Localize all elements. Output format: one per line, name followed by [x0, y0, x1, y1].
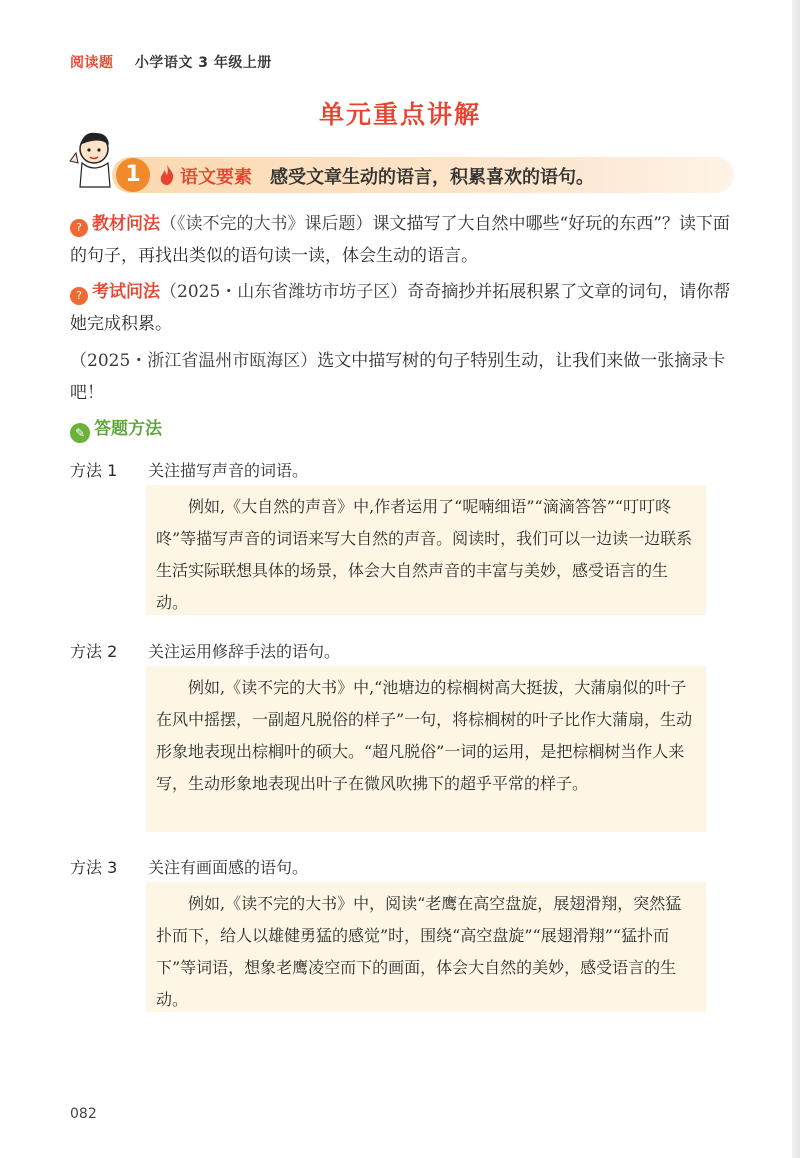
- question-label: 考试问法: [92, 282, 160, 302]
- element-text: 感受文章生动的语言，积累喜欢的语句。: [270, 167, 594, 188]
- answer-method-heading: [70, 414, 162, 443]
- question-text: 选文中描写树的句子特别生动，让我们来做一张摘录卡吧！: [70, 351, 726, 403]
- page-edge: [792, 0, 800, 1158]
- element-number-badge: 1: [116, 158, 150, 192]
- method-title: 关注有画面感的语句。: [148, 858, 309, 877]
- element-label: 语文要素: [180, 167, 252, 188]
- answer-icon: ✎: [70, 423, 90, 443]
- answer-heading-text: 答题方法: [94, 419, 162, 439]
- textbook-question: [70, 208, 740, 272]
- running-header: [70, 52, 272, 72]
- method-1-example-box: 例如,《大自然的声音》中,作者运用了“呢喃细语”“滴滴答答”“叮叮咚咚”等描写声音的词语来写大自然的声音。阅读时，我们可以一边读一边联系生活实际联想具体的场景，体会大自然声音的丰富与美妙，感受语言的生动。: [146, 485, 706, 615]
- question-source: （《读不完的大书》课后题）: [160, 214, 373, 234]
- header-tag: 阅读题: [70, 55, 114, 71]
- question-source: （2025・浙江省温州市瓯海区）: [70, 351, 318, 371]
- method-label: 方法 3: [70, 858, 118, 877]
- method-label: 方法 1: [70, 461, 118, 480]
- exam-question: [70, 276, 740, 340]
- exam-question-2: [70, 345, 740, 409]
- header-book: 小学语文 3 年级上册: [134, 55, 272, 71]
- page-number: 082: [70, 1106, 97, 1122]
- question-label: 教材问法: [92, 214, 160, 234]
- question-text: 奇奇摘抄并拓展积累了文章的词句，请你帮她完成积累。: [70, 282, 731, 334]
- question-pin-icon: ?: [70, 219, 88, 237]
- page-title: 单元重点讲解: [318, 100, 481, 129]
- question-text: 课文描写了大自然中哪些“好玩的东西”？读下面的句子，再找出类似的语句读一读，体会生动的语言。: [70, 214, 730, 266]
- method-3-example-box: 例如,《读不完的大书》中，阅读“老鹰在高空盘旋，展翅滑翔，突然猛扑而下，给人以雄健勇猛的感觉”时，围绕“高空盘旋”“展翅滑翔”“猛扑而下”等词语，想象老鹰凌空而下的画面，体会大自然的美妙，感受语言的生动。: [146, 882, 706, 1012]
- method-title: 关注运用修辞手法的语句。: [148, 642, 341, 661]
- method-2-example-box: 例如,《读不完的大书》中,“池塘边的棕榈树高大挺拔，大蒲扇似的叶子在风中摇摆，一副超凡脱俗的样子”一句，将棕榈树的叶子比作大蒲扇，生动形象地表现出棕榈叶的硕大。“超凡脱俗”一词的运用，是把棕榈树当作人来写，生动形象地表现出叶子在微风吹拂下的超乎平常的样子。: [146, 666, 706, 832]
- flame-icon: [158, 164, 176, 186]
- method-title: 关注描写声音的词语。: [148, 461, 309, 480]
- method-3-heading: [70, 855, 308, 878]
- question-source: （2025・山东省潍坊市坊子区）: [160, 282, 408, 302]
- question-pin-icon: ?: [70, 287, 88, 305]
- method-label: 方法 2: [70, 642, 118, 661]
- method-1-heading: [70, 458, 308, 481]
- method-2-heading: [70, 639, 340, 662]
